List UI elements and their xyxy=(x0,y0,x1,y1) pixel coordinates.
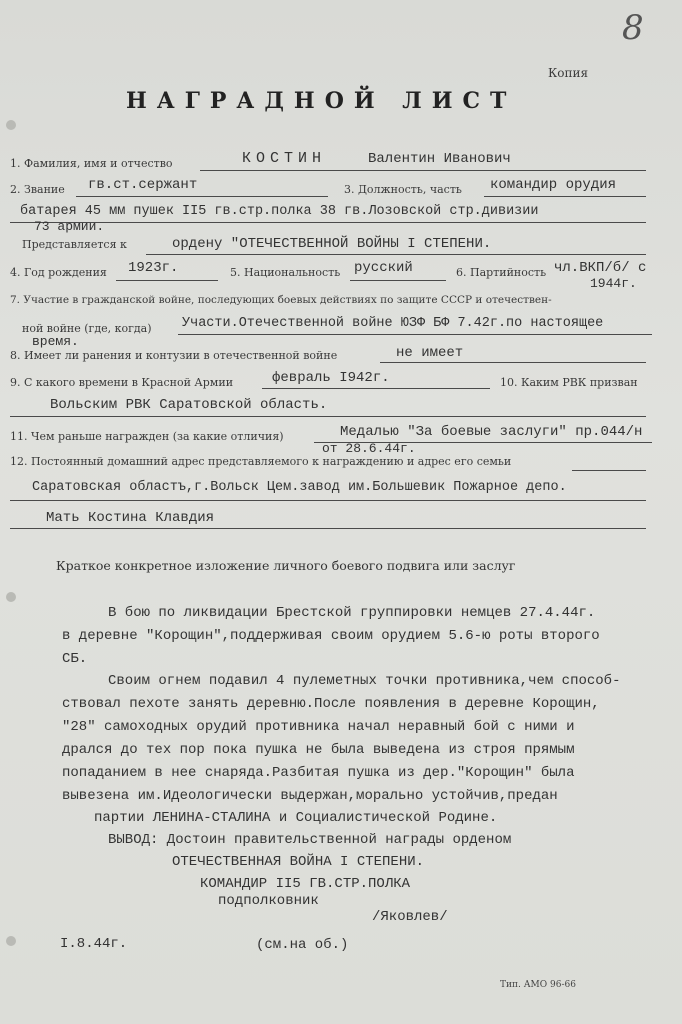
army-value: 73 армии. xyxy=(34,219,105,234)
page-number: 8 xyxy=(622,8,644,48)
body-line: Своим огнем подавил 4 пулеметных точки противника,чем способ- xyxy=(108,673,621,689)
body-line: СБ. xyxy=(62,651,88,667)
copy-label: Копия xyxy=(548,66,589,80)
party-label: 6. Партийность xyxy=(456,266,547,279)
body-line: попаданием в нее снаряда.Разбитая пушка из дер."Корощин" была xyxy=(62,765,575,781)
address-label: 12. Постоянный домашний адрес представляемого к награждению и адрес его семьи xyxy=(10,455,512,468)
prev-awards-date-value: от 28.6.44г. xyxy=(322,441,416,456)
document-title: НАГРАДНОЙ ЛИСТ xyxy=(126,88,517,114)
commander-rank: подполковник xyxy=(218,893,319,909)
summary-heading: Краткое конкретное изложение личного боевого подвига или заслуг xyxy=(56,558,516,573)
civil-war-label-1: 7. Участие в гражданской войне, последующих боевых действиях по защите СССР и отечествен- xyxy=(10,294,552,306)
prev-awards-label: 11. Чем раньше награжден (за какие отличия) xyxy=(10,430,284,443)
underline xyxy=(10,528,646,529)
party-since-value: 1944г. xyxy=(590,276,637,291)
underline xyxy=(262,388,490,389)
document-date: I.8.44г. xyxy=(60,936,128,952)
wounds-value: не имеет xyxy=(396,345,464,361)
address-value: Саратовская областъ,г.Вольск Цем.завод им.Большевик Пожарное депо. xyxy=(32,480,567,495)
underline xyxy=(10,416,646,417)
name-label: 1. Фамилия, имя и отчество xyxy=(10,157,173,170)
body-line: в деревне "Корощин",поддерживая своим орудием 5.6-ю роты второго xyxy=(62,628,600,644)
family-value: Мать Костина Клавдия xyxy=(46,510,215,526)
presented-label: Представляется к xyxy=(22,238,127,251)
commander-name: /Яковлев/ xyxy=(372,909,448,925)
print-mark: Тип. АМО 96-66 xyxy=(500,980,576,990)
rvk-label: 10. Каким РВК призван xyxy=(500,376,638,389)
underline xyxy=(350,280,446,281)
position-label: 3. Должность, часть xyxy=(344,183,462,196)
rvk-value: Вольским РВК Саратовской область. xyxy=(50,397,328,413)
civil-war-cont-value: время. xyxy=(32,334,79,349)
army-since-value: февраль I942г. xyxy=(272,370,390,386)
underline xyxy=(76,196,328,197)
position-value: командир орудия xyxy=(490,177,617,193)
wounds-label: 8. Имеет ли ранения и контузии в отечественной войне xyxy=(10,349,338,362)
civil-war-label-2: ной войне (где, когда) xyxy=(22,322,152,335)
army-since-label: 9. С какого времени в Красной Армии xyxy=(10,376,234,389)
body-line: вывезена им.Идеологически выдержан,морально устойчив,предан xyxy=(62,788,558,804)
underline xyxy=(572,470,646,471)
nationality-label: 5. Национальность xyxy=(230,266,341,279)
birth-value: 1923г. xyxy=(128,260,179,276)
prev-awards-value: Медалью "За боевые заслуги" пр.044/н xyxy=(340,424,643,440)
conclusion-award: ОТЕЧЕСТВЕННАЯ ВОЙНА I СТЕПЕНИ. xyxy=(172,854,425,870)
body-line: "28" самоходных орудий противника начал неравный бой с ними и xyxy=(62,719,575,735)
rank-label: 2. Звание xyxy=(10,183,65,196)
award-value: ордену "ОТЕЧЕСТВЕННОЙ ВОЙНЫ I СТЕПЕНИ. xyxy=(172,236,492,252)
underline xyxy=(380,362,646,363)
underline xyxy=(10,222,646,223)
body-line: дрался до тех пор пока пушка не была выведена из строя прямым xyxy=(62,742,575,758)
see-reverse-note: (см.на об.) xyxy=(256,937,349,953)
birth-label: 4. Год рождения xyxy=(10,266,107,279)
underline xyxy=(10,500,646,501)
punch-hole xyxy=(6,936,16,946)
underline xyxy=(178,334,652,335)
body-line: В бою по ликвидации Брестской группировки немцев 27.4.44г. xyxy=(108,605,596,621)
underline xyxy=(116,280,218,281)
nationality-value: русский xyxy=(354,260,413,276)
punch-hole xyxy=(6,120,16,130)
underline xyxy=(146,254,646,255)
punch-hole xyxy=(6,592,16,602)
body-line: партии ЛЕНИНА-СТАЛИНА и Социалистической Родине. xyxy=(94,810,498,826)
commander-title: КОМАНДИР II5 ГВ.СТР.ПОЛКА xyxy=(200,876,411,892)
given-names-value: Валентин Иванович xyxy=(368,151,511,167)
unit-value: батарея 45 мм пушек II5 гв.стр.полка 38 гв.Лозовской стр.дивизии xyxy=(20,204,539,219)
rank-value: гв.ст.сержант xyxy=(88,177,198,193)
party-value: чл.ВКП/б/ с xyxy=(554,260,647,276)
body-line: ствовал пехоте занять деревню.После появления в деревне Корощин, xyxy=(62,696,600,712)
underline xyxy=(484,196,646,197)
civil-war-value: Участи.Отечественной войне ЮЗФ БФ 7.42г.по настоящее xyxy=(182,316,604,331)
surname-value: КОСТИН xyxy=(242,150,327,167)
underline xyxy=(200,170,646,171)
conclusion: ВЫВОД: Достоин правительственной награды орденом xyxy=(108,832,512,848)
